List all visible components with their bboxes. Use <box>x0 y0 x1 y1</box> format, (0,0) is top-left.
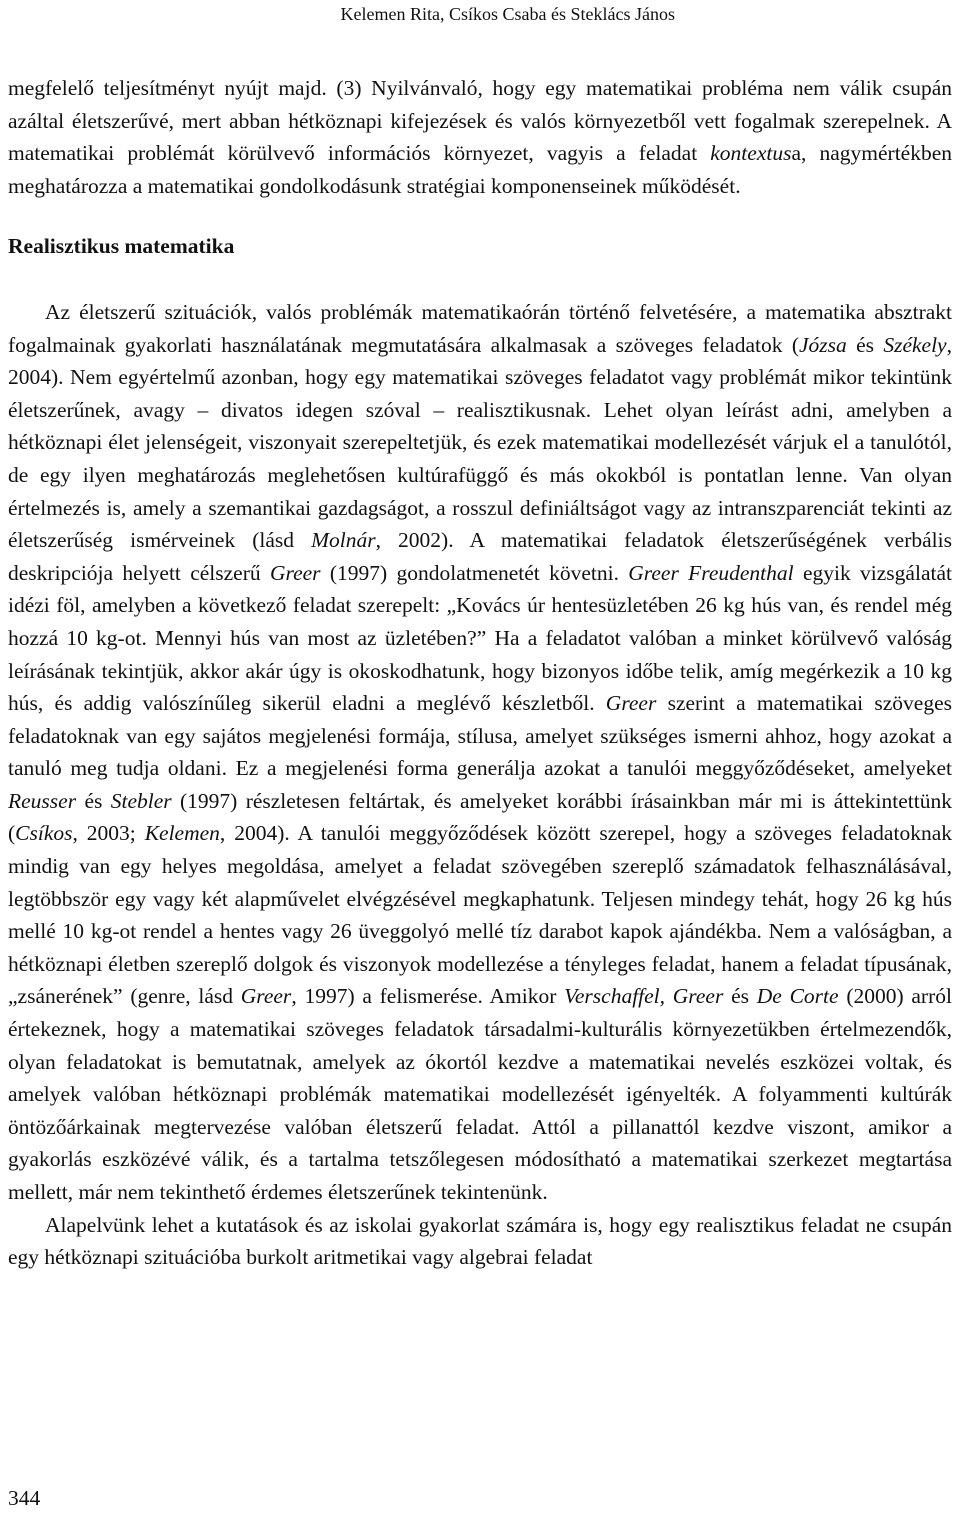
document-body <box>8 72 952 1274</box>
italic-citation: Molnár <box>311 528 376 553</box>
italic-citation: Kelemen <box>144 821 220 846</box>
paragraph-main: Az életszerű szituációk, valós problémák matematikaórán történő felvetésére, a matematika absztrakt fogalmainak gyakorlati használatának megmutatására alkalmasak a szöveges feladatok (Józsa és Székely, 2004). Nem egyértelmű azonban, hogy egy matematikai szöveges feladatot vagy problémát mikor tekintünk életszerűnek, avagy – divatos idegen szóval – realisztikusnak. Lehet olyan leírást adni, amelyben a hétköznapi élet jelenségeit, viszonyait szerepeltetjük, és ezek matematikai modellezését várjuk el a tanulótól, de egy ilyen meghatározás meglehetősen kultúrafüggő és más okokból is pontatlan lenne. Van olyan értelmezés is, amely a szemantikai gazdagságot, a rosszul definiáltságot vagy az intranszparenciát tekinti az életszerűség ismérveinek (lásd Molnár, 2002). A matematikai feladatok életszerűségének verbális deskripciója helyett célszerű Greer (1997) gondolatmenetét követni. Greer Freudenthal egyik vizsgálatát idézi föl, amelyben a következő feladat szerepelt: „Kovács úr hentesüzletében 26 kg hús van, és rendel még hozzá 10 kg-ot. Mennyi hús van most az üzletében?” Ha a feladatot valóban a minket körülvevő valóság leírásának tekintjük, akkor akár úgy is okoskodhatunk, hogy bizonyos időbe telik, amíg megérkezik a 10 kg hús, és addig valószínűleg sikerül eladni a meglévő készletből. Greer szerint a matematikai szöveges feladatoknak van egy sajátos megjelenési formája, stílusa, amelyet szükséges ismerni ahhoz, hogy azokat a tanuló meg tudja oldani. Ez a megjelenési forma generálja azokat a tanulói meggyőződéseket, amelyeket Reusser és Stebler (1997) részletesen feltártak, és amelyeket korábbi írásainkban már mi is áttekintettünk (Csíkos, 2003; Kelemen, 2004). A tanulói meggyőződések között szerepel, hogy a szöveges feladatoknak mindig van egy helyes megoldása, amelyet a feladat szövegében szereplő számadatok felhasználásával, legtöbbször egy vagy két alapművelet elvégzésével megkaphatunk. Teljesen mindegy tehát, hogy 26 kg hús mellé 10 kg-ot rendel a hentes vagy 26 üveggolyó mellé tíz darabot kapok ajándékba. Nem a valóságban, a hétköznapi életben szereplő dolgok és viszonyok modellezése a tényleges feladat, hanem a feladat típusának, „zsánerének” (genre, lásd Greer, 1997) a felismerése. Amikor Verschaffel, Greer és De Corte (2000) arról értekeznek, hogy a matematikai szöveges feladatok társadalmi-kulturális környezetükben értelmezendők, olyan feladatokat is bemutatnak, amelyek az ókortól kezdve a matematikai nevelés eszközei voltak, és amelyek valóban hétköznapi problémák matematikai modellezését igényelték. A folyammenti kultúrák öntözőárkainak megtervezése valóban életszerű feladat. Attól a pillanattól kezdve viszont, amikor a gyakorlás eszközévé válik, és a tartalma tetszőlegesen módosítható a matematikai szerkezet megtartása mellett, már nem tekinthető érdemes életszerűnek tekintenünk. <box>8 299 952 1204</box>
italic-citation: Stebler <box>110 788 172 813</box>
italic-citation: Csíkos <box>15 821 73 846</box>
italic-citation: Greer Freudenthal <box>628 560 794 585</box>
section-heading: Realisztikus matematika <box>8 234 235 259</box>
paragraph-closing: Alapelvünk lehet a kutatások és az iskolai gyakorlat számára is, hogy egy realisztikus feladat ne csupán egy hétköznapi szituációba burkolt aritmetikai vagy algebrai feladat <box>8 1212 952 1270</box>
italic-citation: Greer <box>605 691 657 716</box>
running-head: Kelemen Rita, Csíkos Csaba és Steklács János <box>340 4 675 24</box>
italic-citation: Verschaffel, Greer <box>564 984 724 1009</box>
page-number: 344 <box>8 1486 41 1510</box>
italic-citation: De Corte <box>756 984 839 1009</box>
italic-citation: kontextus <box>710 141 792 166</box>
italic-citation: Greer <box>269 560 321 585</box>
italic-citation: Greer <box>240 984 292 1009</box>
italic-citation: Székely <box>883 332 947 357</box>
paragraph-intro: megfelelő teljesítményt nyújt majd. (3) Nyilvánvaló, hogy egy matematikai probléma nem válik csupán azáltal életszerűvé, mert abban hétköznapi kifejezések és valós környezetből vett fogalmak szerepelnek. A matematikai problémát körülvevő információs környezet, vagyis a feladat kontextusa, nagymértékben meghatározza a matematikai gondolkodásunk stratégiai komponenseinek működését. <box>8 76 952 198</box>
italic-citation: Józsa <box>798 332 847 357</box>
italic-citation: Reusser <box>8 788 77 813</box>
